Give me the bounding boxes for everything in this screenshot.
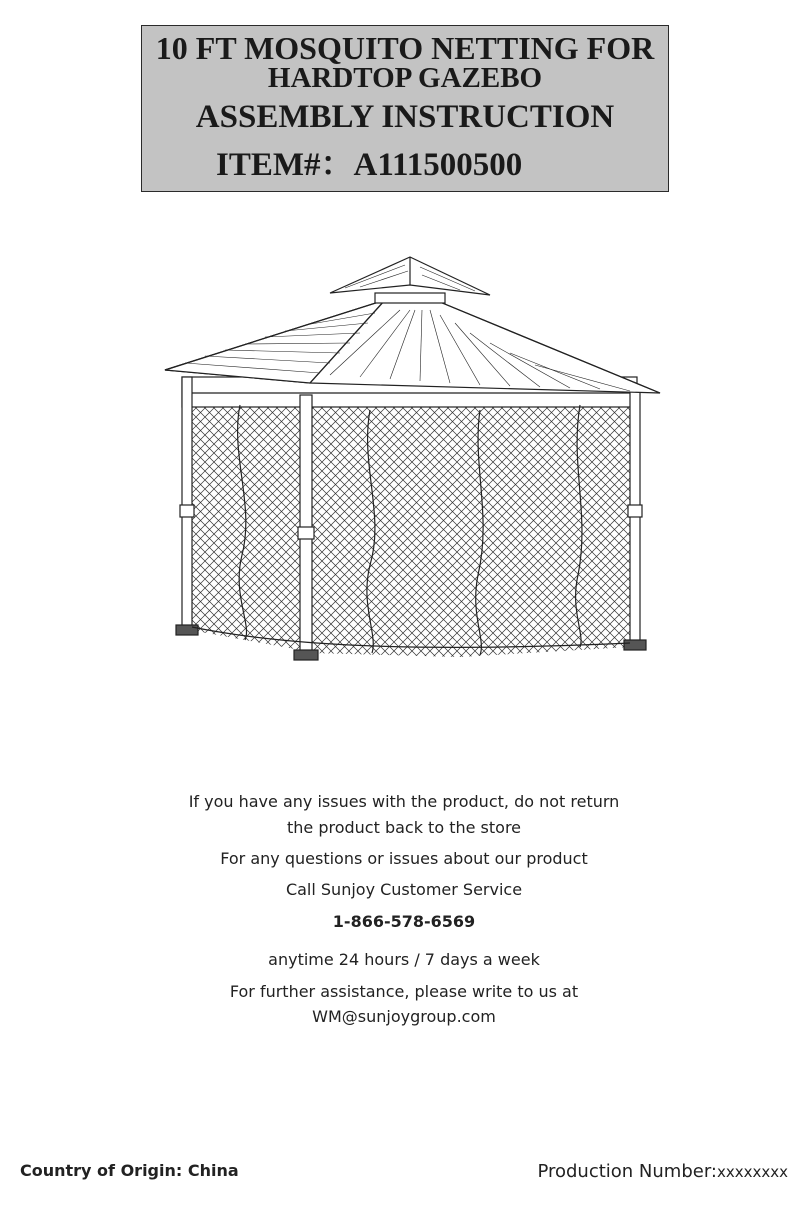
- title-line-3: ASSEMBLY INSTRUCTION: [195, 99, 615, 135]
- info-line-1: If you have any issues with the product, do not return: [188, 792, 620, 811]
- production-number-value: xxxxxxxx: [716, 1163, 788, 1181]
- title-line-1: 10 FT MOSQUITO NETTING FOR: [155, 30, 655, 66]
- info-line-6: For further assistance, please write to us at: [229, 982, 579, 1001]
- info-line-4: Call Sunjoy Customer Service: [285, 880, 523, 899]
- email-address: WM@sunjoygroup.com: [312, 1007, 496, 1026]
- production-number-label: Production Number:: [537, 1161, 717, 1182]
- gazebo-illustration: [160, 255, 665, 670]
- info-line-3: For any questions or issues about our product: [220, 849, 588, 868]
- info-line-2: the product back to the store: [286, 818, 522, 837]
- item-number: ITEM#：A111500500: [216, 147, 523, 183]
- production-number: [537, 1161, 788, 1182]
- title-box: [141, 25, 669, 192]
- country-of-origin: Country of Origin: China: [20, 1161, 239, 1180]
- info-line-5: anytime 24 hours / 7 days a week: [268, 950, 540, 969]
- title-line-2: HARDTOP GAZEBO: [267, 62, 543, 94]
- phone-number: 1-866-578-6569: [332, 912, 476, 931]
